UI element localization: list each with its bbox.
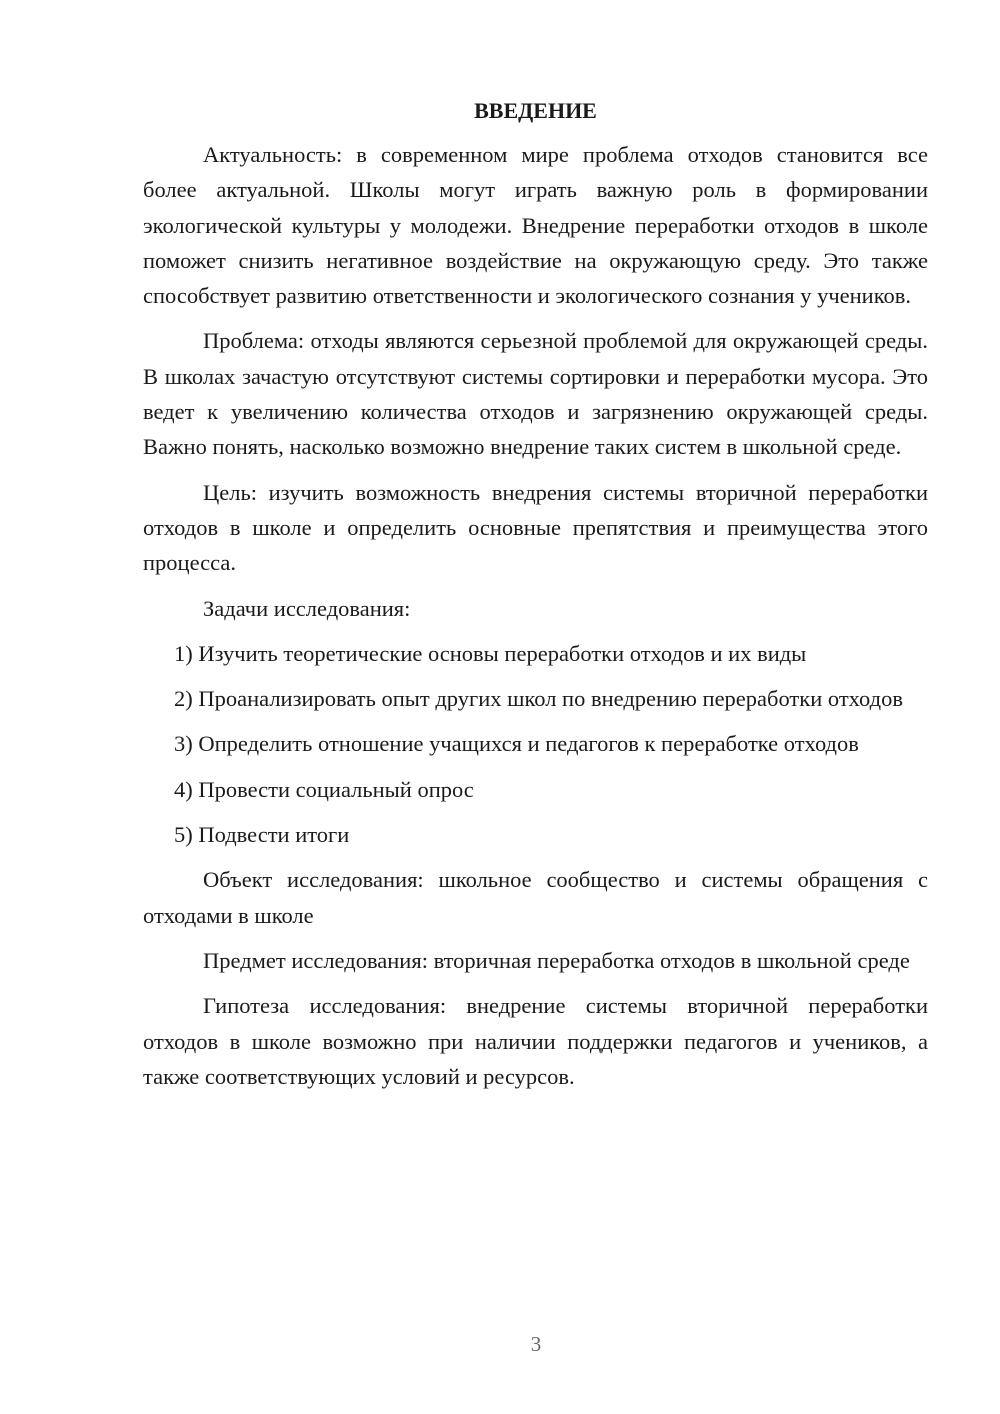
paragraph-relevance: Актуальность: в современном мире проблема отходов становится все более актуальной. Школы могут играть важную роль в формировании экологической культуры у молодежи. Внедрение переработки отходов в школе поможет снизить негативное воздействие на окружающую среду. Это также способствует развитию ответственности и экологического сознания у учеников.	[143, 142, 928, 309]
page-content	[143, 93, 928, 1104]
section-heading: ВВЕДЕНИЕ	[474, 98, 597, 123]
task-item: 2) Проанализировать опыт других школ по внедрению переработки отходов	[174, 686, 903, 712]
task-item: 4) Провести социальный опрос	[174, 776, 474, 802]
task-item: 3) Определить отношение учащихся и педагогов к переработке отходов	[174, 731, 859, 757]
task-item: 5) Подвести итоги	[174, 822, 350, 848]
task-item: 1) Изучить теоретические основы переработки отходов и их виды	[174, 640, 807, 666]
paragraph-problem: Проблема: отходы являются серьезной проблемой для окружающей среды. В школах зачастую отсутствуют системы сортировки и переработки мусора. Это ведет к увеличению количества отходов и загрязнению окружающей среды. Важно понять, насколько возможно внедрение таких систем в школьной среде.	[143, 328, 928, 460]
paragraph-subject: Предмет исследования: вторичная переработка отходов в школьной среде	[203, 947, 910, 973]
paragraph-tasks-title: Задачи исследования:	[203, 595, 411, 621]
page-number: 3	[530, 1332, 542, 1356]
paragraph-object: Объект исследования: школьное сообщество и системы обращения с отходами в школе	[143, 867, 928, 928]
paragraph-hypothesis: Гипотеза исследования: внедрение системы вторичной переработки отходов в школе возможно при наличии поддержки педагогов и учеников, а также соответствующих условий и ресурсов.	[143, 993, 928, 1089]
paragraph-goal: Цель: изучить возможность внедрения системы вторичной переработки отходов в школе и определить основные препятствия и преимущества этого процесса.	[143, 479, 928, 576]
